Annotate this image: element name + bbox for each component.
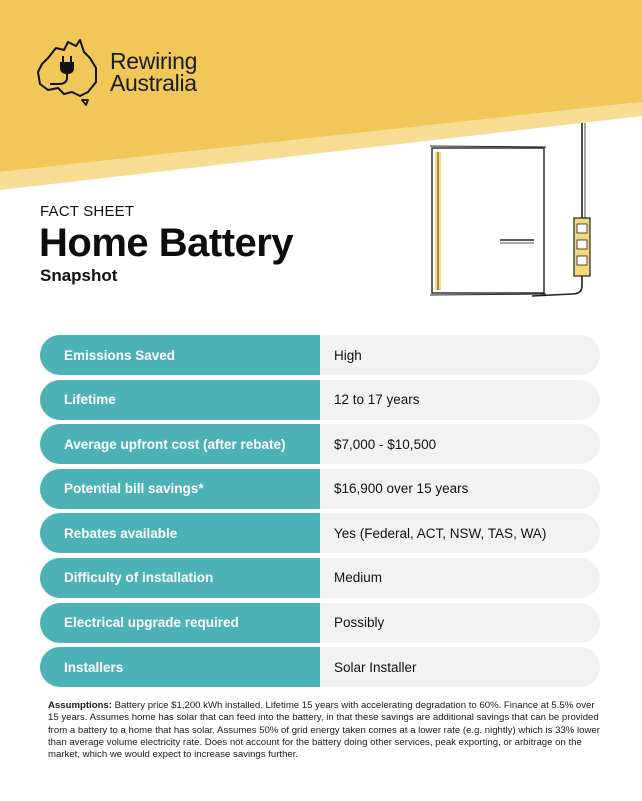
brand-name-line1: Rewiring	[110, 48, 198, 74]
table-row	[40, 647, 600, 687]
page-subtitle: Snapshot	[40, 266, 118, 285]
table-row	[40, 469, 600, 509]
row-value: Possibly	[320, 603, 600, 643]
row-label: Electrical upgrade required	[40, 603, 320, 643]
table-row	[40, 335, 600, 375]
assumptions-note	[48, 700, 600, 761]
row-label: Potential bill savings*	[40, 469, 320, 509]
assumptions-label: Assumptions:	[48, 700, 112, 711]
brand-name-line2: Australia	[110, 70, 197, 96]
page-title: Home Battery	[39, 221, 294, 265]
row-value: Solar Installer	[320, 647, 600, 687]
row-value: $16,900 over 15 years	[320, 469, 600, 509]
brand-logo[interactable]	[36, 38, 197, 106]
row-label: Difficulty of installation	[40, 558, 320, 598]
row-value: $7,000 - $10,500	[320, 424, 600, 464]
row-value: High	[320, 335, 600, 375]
row-label: Emissions Saved	[40, 335, 320, 375]
row-label: Rebates available	[40, 513, 320, 553]
row-label: Lifetime	[40, 380, 320, 420]
home-battery-illustration-icon	[422, 118, 602, 308]
brand-name	[110, 50, 197, 94]
table-row	[40, 558, 600, 598]
row-value: 12 to 17 years	[320, 380, 600, 420]
table-row	[40, 424, 600, 464]
australia-plug-icon	[36, 38, 102, 106]
row-label: Installers	[40, 647, 320, 687]
snapshot-table	[40, 335, 600, 692]
table-row	[40, 603, 600, 643]
row-label: Average upfront cost (after rebate)	[40, 424, 320, 464]
row-value: Yes (Federal, ACT, NSW, TAS, WA)	[320, 513, 600, 553]
assumptions-text: Battery price $1,200 kWh installed. Lifetime 15 years with accelerating degradation to 60%. Finance at 5.5% over 15 years. Assumes home has solar that can feed into the battery, in that these savings are additional savings that can be provided from a battery to a home that has solar. Assumes 50% of grid energy taken comes at a lower rate (e.g. nightly) which is 33% lower than average volume electricity rate. Does not account for the battery doing other services, peak exporting, or arbitrage on the market, which we would expect to increase savings further.	[48, 700, 600, 761]
table-row	[40, 513, 600, 553]
fact-sheet-label: FACT SHEET	[40, 203, 135, 220]
row-value: Medium	[320, 558, 600, 598]
table-row	[40, 380, 600, 420]
